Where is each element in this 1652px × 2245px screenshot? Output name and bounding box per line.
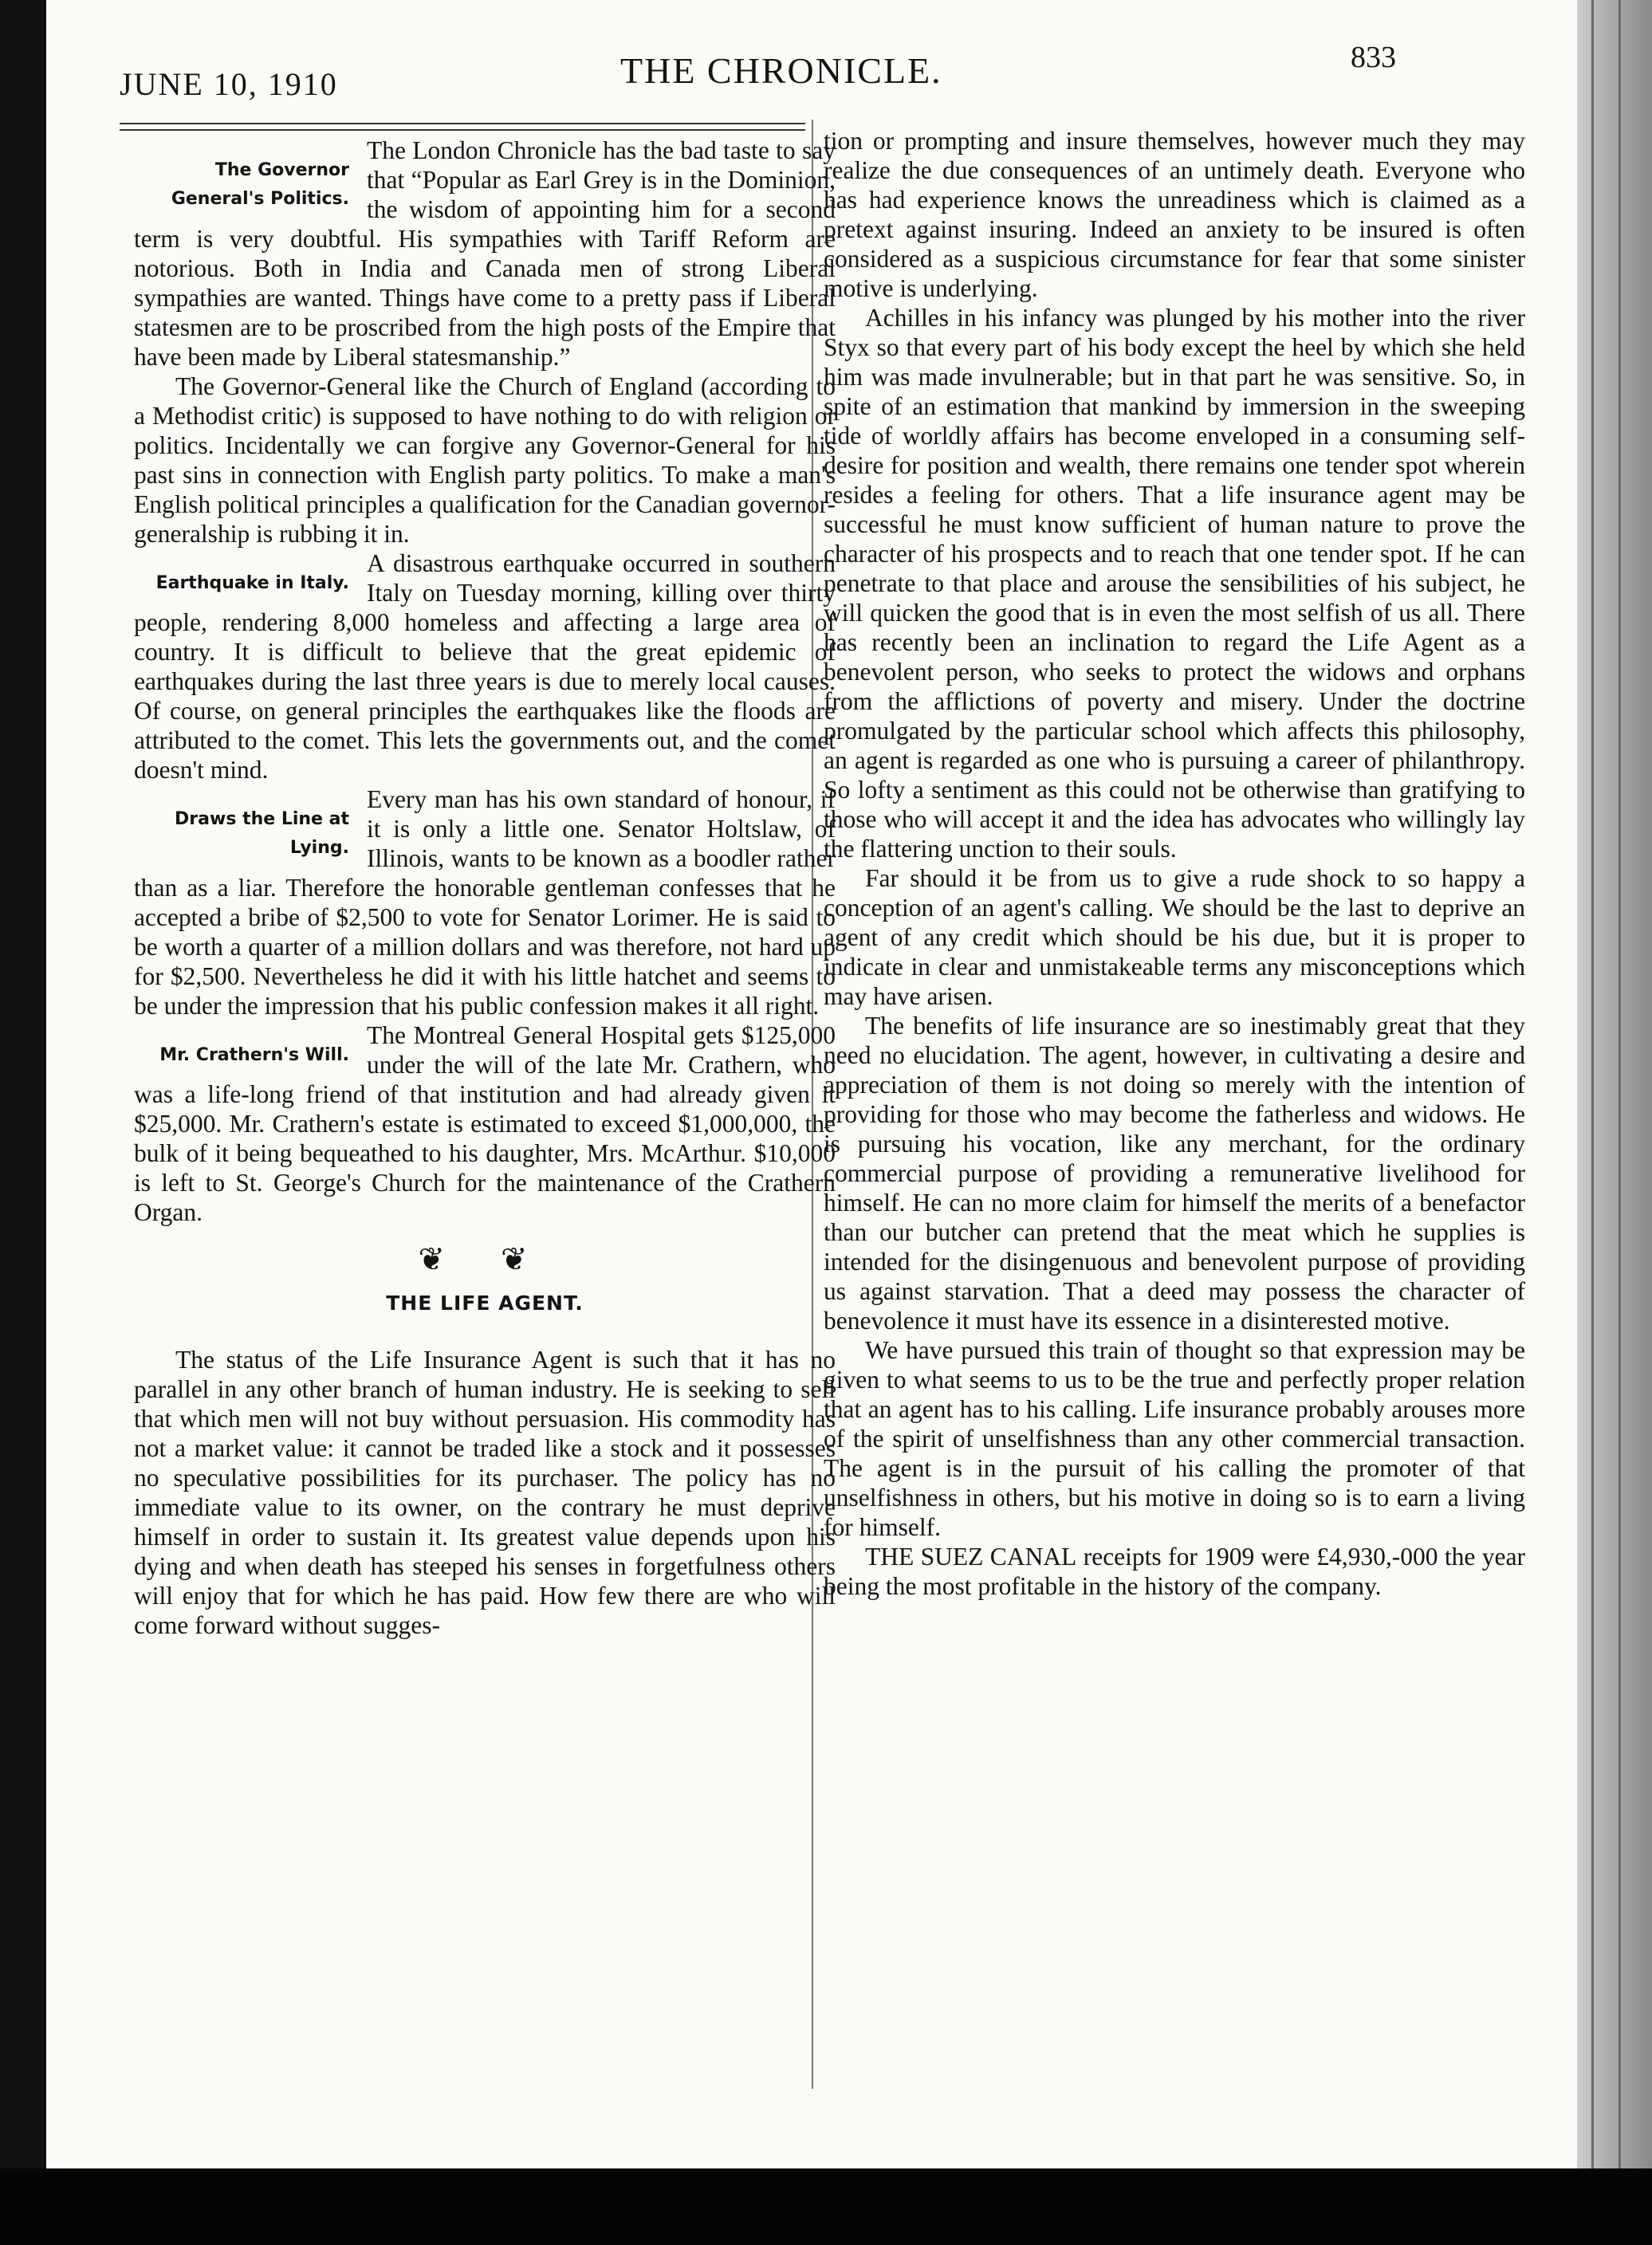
crathern-will-item <box>134 1020 836 1227</box>
right-column <box>824 126 1525 1601</box>
item-text: The Montreal General Hospital gets $125,000 under the will of the late Mr. Crathern, who was a life-long friend of that institution and had already given it $25,000. Mr. Crathern's estate is estimated to exceed $1,000,000, the bulk of it being bequeathed to his daughter, Mrs. McArthur. $10,000 is left to St. George's Church for the maintenance of the Crathern Organ. <box>134 1021 836 1226</box>
earthquake-item <box>134 548 836 784</box>
issue-date: JUNE 10, 1910 <box>120 66 338 102</box>
newspaper-page <box>46 0 1577 2170</box>
item-text: A disastrous earthquake occurred in southern Italy on Tuesday morning, killing over thirty people, rendering 8,000 homeless and affecting a large area of country. It is difficult to believe that the great epidemic of earthquakes during the last three years is due to merely local causes. Of course, on general principles the earthquakes like the floods are attributed to the comet. This lets the governments out, and the comet doesn't mind. <box>134 549 836 784</box>
item-text: The Governor-General like the Church of England (according to a Methodist critic) is supposed to have nothing to do with religion or politics. Incidentally we can forgive any Governor-General for his past sins in connection with English party politics. To make a man's English political principles a qualification for the Canadian governor-generalship is rubbing it in. <box>134 372 836 548</box>
lying-item <box>134 784 836 1020</box>
side-heading: Earthquake in Italy. <box>155 573 349 593</box>
item-text: The London Chronicle has the bad taste to say that “Popular as Earl Grey is in the Dominion, the wisdom of appointing him for a second term is very doubtful. His sympathies with Tariff Reform are notorious. Both in India and Canada men of strong Liberal sympathies are wanted. Things have come to a pretty pass if Liberal statesmen are to be proscribed from the high posts of the Empire that have been made by Liberal statesmanship.” <box>134 136 836 371</box>
article-paragraph: Achilles in his infancy was plunged by his mother into the river Styx so that every part of his body except the heel by which she held him was made invulnerable; but in that part he was sensitive. So, in spite of an estimation that mankind by immersion in the sweeping tide of worldly affairs has become enveloped in a consuming self-desire for position and wealth, there remains one tender spot wherein resides a feeling for others. That a life insurance agent may be successful he must know sufficient of human nature to prove the character of his prospects and to reach that one tender spot. If he can penetrate to that place and arouse the sensibilities of his subject, he will quicken the good that is in even the most selfish of us all. There has recently been an inclination to regard the Life Agent as a benevolent person, who seeks to protect the widows and orphans from the afflictions of poverty and misery. Under the doctrine promulgated by the particular school which affects this philosophy, an agent is regarded as one who is pursuing a career of philanthropy. So lofty a sentiment as this could not be otherwise than gratifying to those who will accept it and the idea has advocates who willingly lay the flattering unction to their souls. <box>824 304 1525 863</box>
note-text: receipts for 1909 were £4,930,-000 the year being the most profitable in the history of the company. <box>824 1543 1525 1600</box>
scan-border <box>0 0 48 2245</box>
article-paragraph: Far should it be from us to give a rude shock to so happy a conception of an agent's calling. We should be the last to deprive an agent of any credit which should be his due, but it is proper to indicate in clear and unmistakeable terms any misconceptions which may have arisen. <box>824 864 1525 1010</box>
edge-line <box>1591 0 1594 2170</box>
publication-title: THE CHRONICLE. <box>620 50 942 91</box>
life-agent-article <box>134 1345 836 1640</box>
item-text: Every man has his own standard of honour, if it is only a little one. Senator Holtslaw, of Illinois, wants to be known as a boodler rather than as a liar. Therefore the honorable gentleman confesses that he accepted a bribe of $2,500 to vote for Senator Lorimer. He is said to be worth a quarter of a million dollars and was therefore, not hard up for $2,500. Nevertheless he did it with his little hatchet and seems to be under the impression that his public confession makes it all right. <box>134 785 836 1020</box>
page-edge <box>1577 0 1652 2170</box>
header-rule <box>120 123 805 131</box>
leaf-ornament: ❦ ❦ <box>418 1241 552 1277</box>
article-paragraph: The benefits of life insurance are so inestimably great that they need no elucidation. The agent, however, in cultivating a desire and appreciation of them is not doing so merely with the intention of providing for those who may become the fatherless and widows. He is pursuing his vocation, like any merchant, for the ordinary commercial purpose of providing a remunerative livelihood for himself. He can no more claim for himself the merits of a benefactor than our butcher can pretend that the meat which he supplies is intended for the disingenuous and benevolent purpose of providing us against starvation. That a deed may possess the character of benevolence it must have its essence in a disinterested motive. <box>824 1012 1525 1335</box>
edge-line <box>1619 0 1621 2170</box>
suez-canal-note <box>824 1542 1525 1601</box>
side-heading: Mr. Crathern's Will. <box>159 1045 349 1065</box>
article-paragraph: tion or prompting and insure themselves, however much they may realize the due consequences of an untimely death. Everyone who has had experience knows the unreadiness which is claimed as a pretext against insuring. Indeed an anxiety to be insured is often considered as a suspicious circumstance for fear that some sinister motive is underlying. <box>824 127 1525 302</box>
scan-border <box>0 2168 1652 2245</box>
page-number: 833 <box>1351 41 1396 74</box>
side-heading: Draws the Line at Lying. <box>175 809 349 858</box>
article-title: THE LIFE AGENT. <box>386 1292 584 1315</box>
left-column <box>134 136 836 1640</box>
article-paragraph: We have pursued this train of thought so that expression may be given to what seems to us to be the true and perfectly proper relation that an agent has to his calling. Life insurance probably arouses more of the spirit of unselfishness than any other commercial transaction. The agent is in the pursuit of his calling the promoter of that unselfishness in others, but his motive in doing so is to earn a living for himself. <box>824 1336 1525 1541</box>
note-lead: THE SUEZ CANAL <box>865 1543 1077 1571</box>
governor-politics-item <box>134 136 836 548</box>
article-paragraph: The status of the Life Insurance Agent is such that it has no parallel in any other branch of human industry. He is seeking to sell that which men will not buy without persuasion. His commodity has not a market value: it cannot be traded like a stock and it possesses no speculative possibilities for its purchaser. The policy has no immediate value to its owner, on the contrary he must deprive himself in order to sustain it. Its greatest value depends upon his dying and when death has steeped his senses in forgetfulness others will enjoy that for which he has paid. How few there are who will come forward without sugges- <box>134 1346 836 1639</box>
side-heading: The Governor General's Politics. <box>171 160 349 209</box>
